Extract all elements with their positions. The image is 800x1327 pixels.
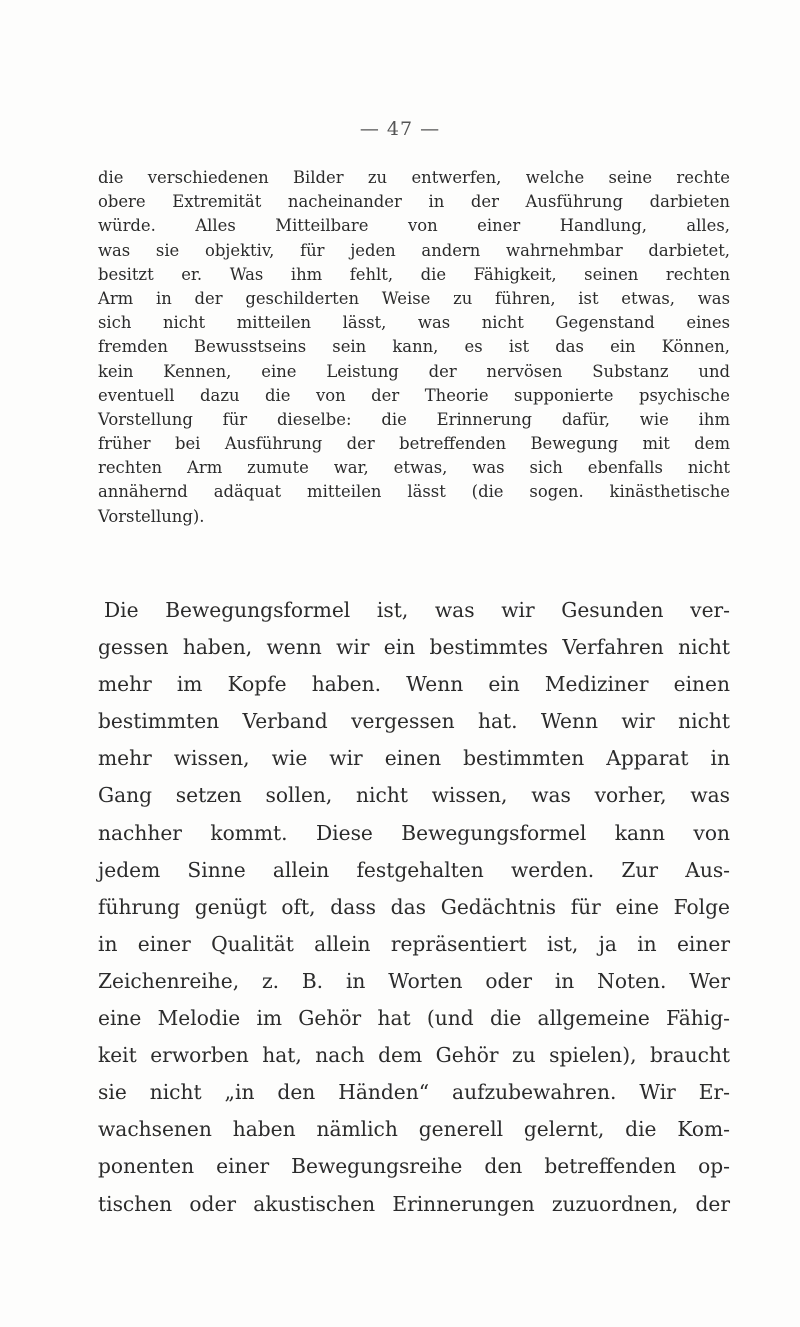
text-line: ponenten einer Bewegungsreihe den betreffenden op- [98,1154,730,1179]
text-line: annähernd adäquat mitteilen lässt (die sogen. kinästhetische [98,482,730,502]
text-line: eine Melodie im Gehör hat (und die allgemeine Fähig- [98,1006,730,1031]
text-line: sich nicht mitteilen lässt, was nicht Gegenstand eines [98,313,730,333]
text-line: rechten Arm zumute war, etwas, was sich ebenfalls nicht [98,458,730,478]
paragraph-small-print [98,166,730,529]
text-line: besitzt er. Was ihm fehlt, die Fähigkeit, seinen rechten [98,264,730,284]
text-line: gessen haben, wenn wir ein bestimmtes Verfahren nicht [98,635,730,660]
text-line: nachher kommt. Diese Bewegungsformel kann von [98,820,730,845]
text-line: Arm in der geschilderten Weise zu führen, ist etwas, was [98,288,730,308]
text-line: eventuell dazu die von der Theorie supponierte psychische [98,385,730,405]
text-line: obere Extremität nacheinander in der Ausführung darbieten [98,192,730,212]
text-line: früher bei Ausführung der betreffenden Bewegung mit dem [98,434,730,454]
text-line: mehr im Kopfe haben. Wenn ein Mediziner einen [98,672,730,697]
text-line: keit erworben hat, nach dem Gehör zu spielen), braucht [98,1043,730,1068]
text-line: Die Bewegungsformel ist, was wir Gesunden ver- [104,598,730,622]
text-line: wachsenen haben nämlich generell gelernt, die Kom- [98,1117,730,1142]
text-line: in einer Qualität allein repräsentiert ist, ja in einer [98,931,730,956]
text-line: würde. Alles Mitteilbare von einer Handlung, alles, [98,216,730,236]
text-line: die verschiedenen Bilder zu entwerfen, welche seine rechte [98,168,730,187]
paragraph-large-print [98,592,730,1223]
page-number: — 47 — [359,118,441,140]
text-line: führung genügt oft, dass das Gedächtnis für eine Folge [98,894,730,919]
text-line: Zeichenreihe, z. B. in Worten oder in Noten. Wer [98,968,730,993]
text-line: Vorstellung). [98,506,205,526]
text-line: Gang setzen sollen, nicht wissen, was vorher, was [98,783,730,808]
text-line: kein Kennen, eine Leistung der nervösen Substanz und [98,361,730,381]
text-line: was sie objektiv, für jeden andern wahrnehmbar darbietet, [98,240,730,260]
text-line: tischen oder akustischen Erinnerungen zuzuordnen, der [98,1191,730,1216]
text-line: fremden Bewusstseins sein kann, es ist das ein Können, [98,337,730,357]
text-line: Vorstellung für dieselbe: die Erinnerung dafür, wie ihm [98,409,730,429]
text-line: jedem Sinne allein festgehalten werden. Zur Aus- [98,857,730,882]
text-line: sie nicht „in den Händen“ aufzubewahren. Wir Er- [98,1080,730,1105]
text-line: bestimmten Verband vergessen hat. Wenn wir nicht [98,709,730,734]
text-line: mehr wissen, wie wir einen bestimmten Apparat in [98,746,730,771]
